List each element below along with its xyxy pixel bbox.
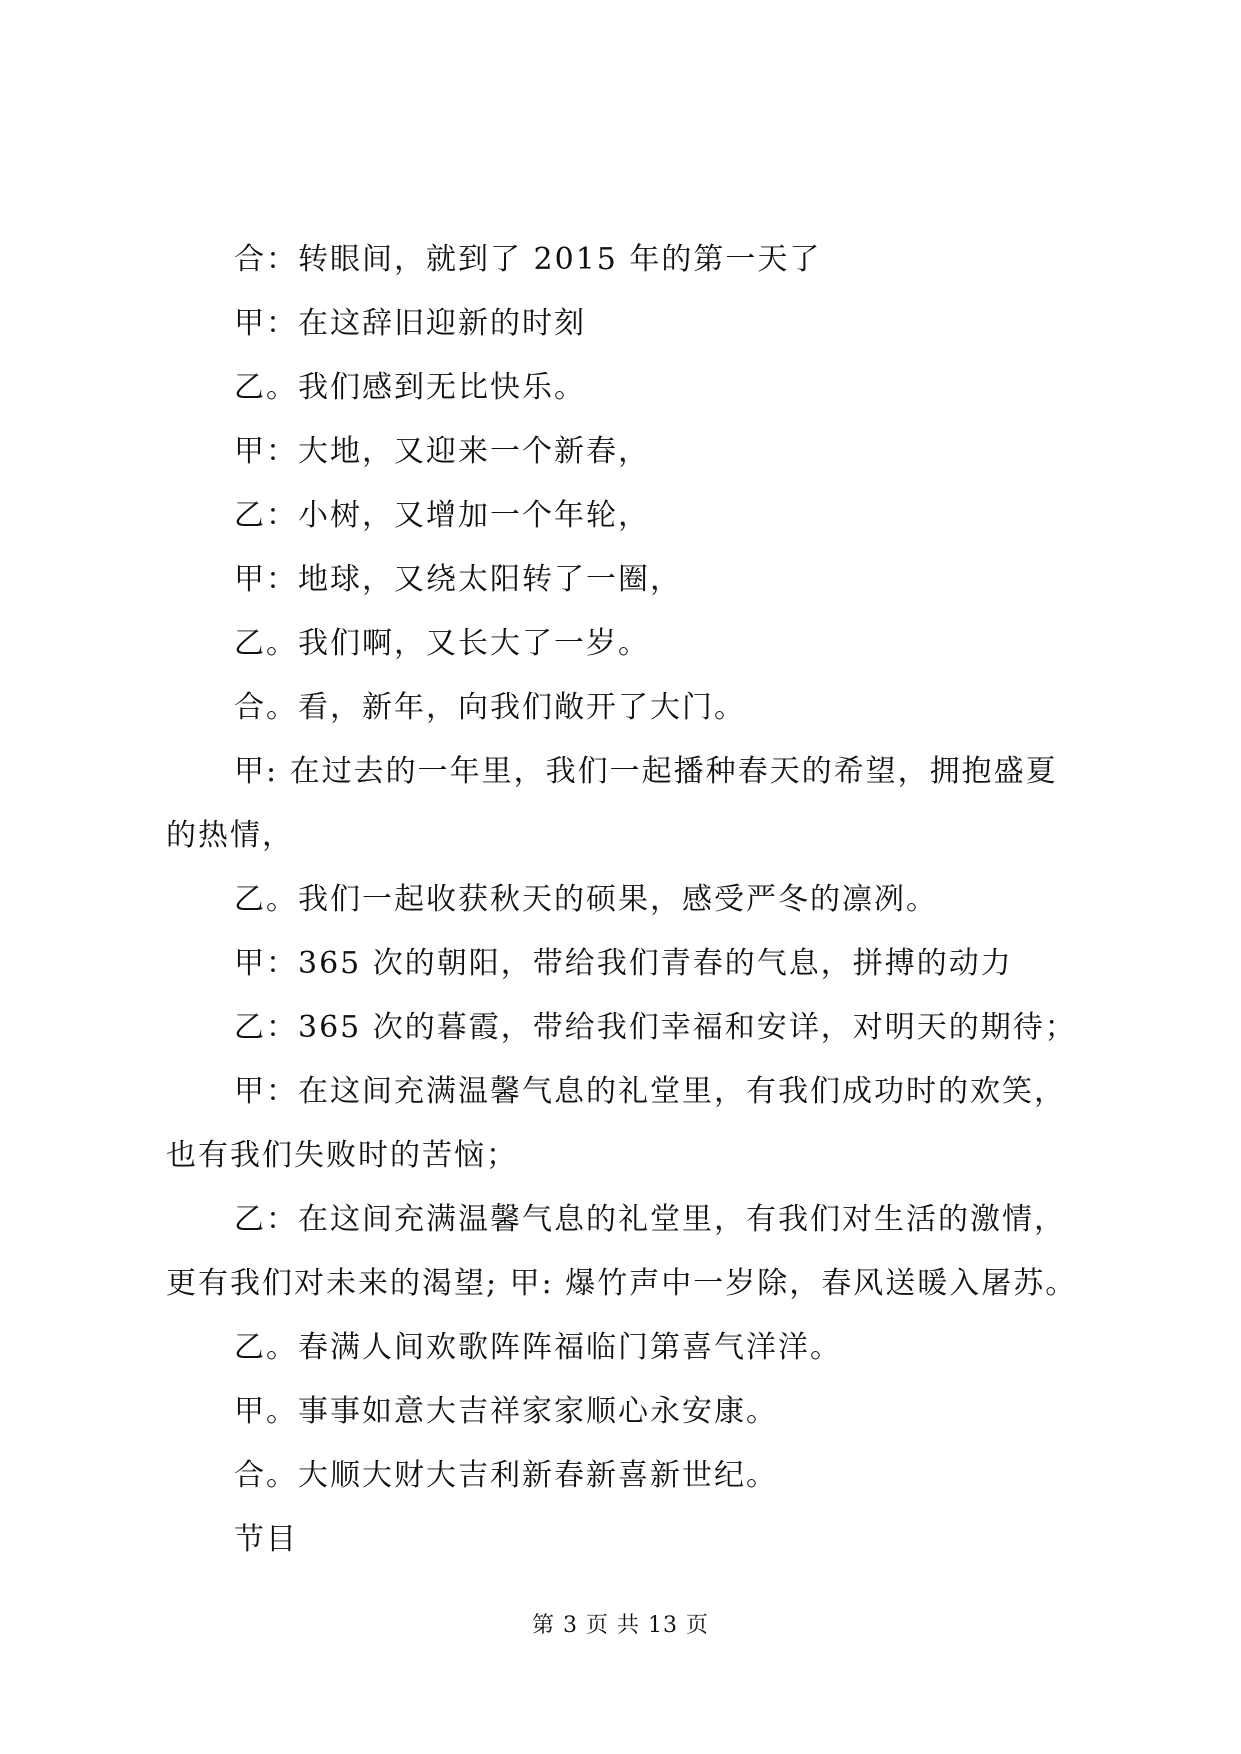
paragraph: 乙。春满人间欢歌阵阵福临门第喜气洋洋。	[234, 1330, 842, 1365]
paragraph: 甲。事事如意大吉祥家家顺心永安康。	[234, 1394, 778, 1429]
paragraph: 甲：365 次的朝阳，带给我们青春的气息，拼搏的动力	[234, 946, 1013, 981]
paragraph: 乙：在这间充满温馨气息的礼堂里，有我们对生活的激情，更有我们对未来的渴望; 甲: 爆竹声中一岁除，春风送暖入屠苏。	[166, 1202, 1078, 1301]
paragraph: 合。大顺大财大吉利新春新喜新世纪。	[234, 1458, 778, 1493]
paragraph: 乙。我们啊，又长大了一岁。	[234, 626, 650, 661]
paragraph: 甲：在这间充满温馨气息的礼堂里，有我们成功时的欢笑，也有我们失败时的苦恼；	[166, 1074, 1066, 1173]
paragraph: 甲：大地，又迎来一个新春，	[234, 434, 650, 469]
page-footer: 第 3 页 共 13 页	[532, 1613, 709, 1638]
paragraph: 乙。我们感到无比快乐。	[234, 370, 586, 405]
paragraph: 乙：小树，又增加一个年轮，	[234, 498, 650, 533]
paragraph: 乙：365 次的暮霞，带给我们幸福和安详，对明天的期待；	[234, 1010, 1077, 1045]
document-body	[166, 228, 1086, 1572]
paragraph: 甲: 在过去的一年里，我们一起播种春天的希望，拥抱盛夏的热情，	[166, 754, 1058, 853]
paragraph: 合。看，新年，向我们敞开了大门。	[234, 690, 746, 725]
paragraph: 节目	[234, 1522, 298, 1557]
paragraph: 合：转眼间，就到了 2015 年的第一天了	[234, 242, 822, 277]
paragraph: 甲：地球，又绕太阳转了一圈，	[234, 562, 682, 597]
paragraph: 甲：在这辞旧迎新的时刻	[234, 306, 586, 341]
paragraph: 乙。我们一起收获秋天的硕果，感受严冬的凛冽。	[234, 882, 938, 917]
